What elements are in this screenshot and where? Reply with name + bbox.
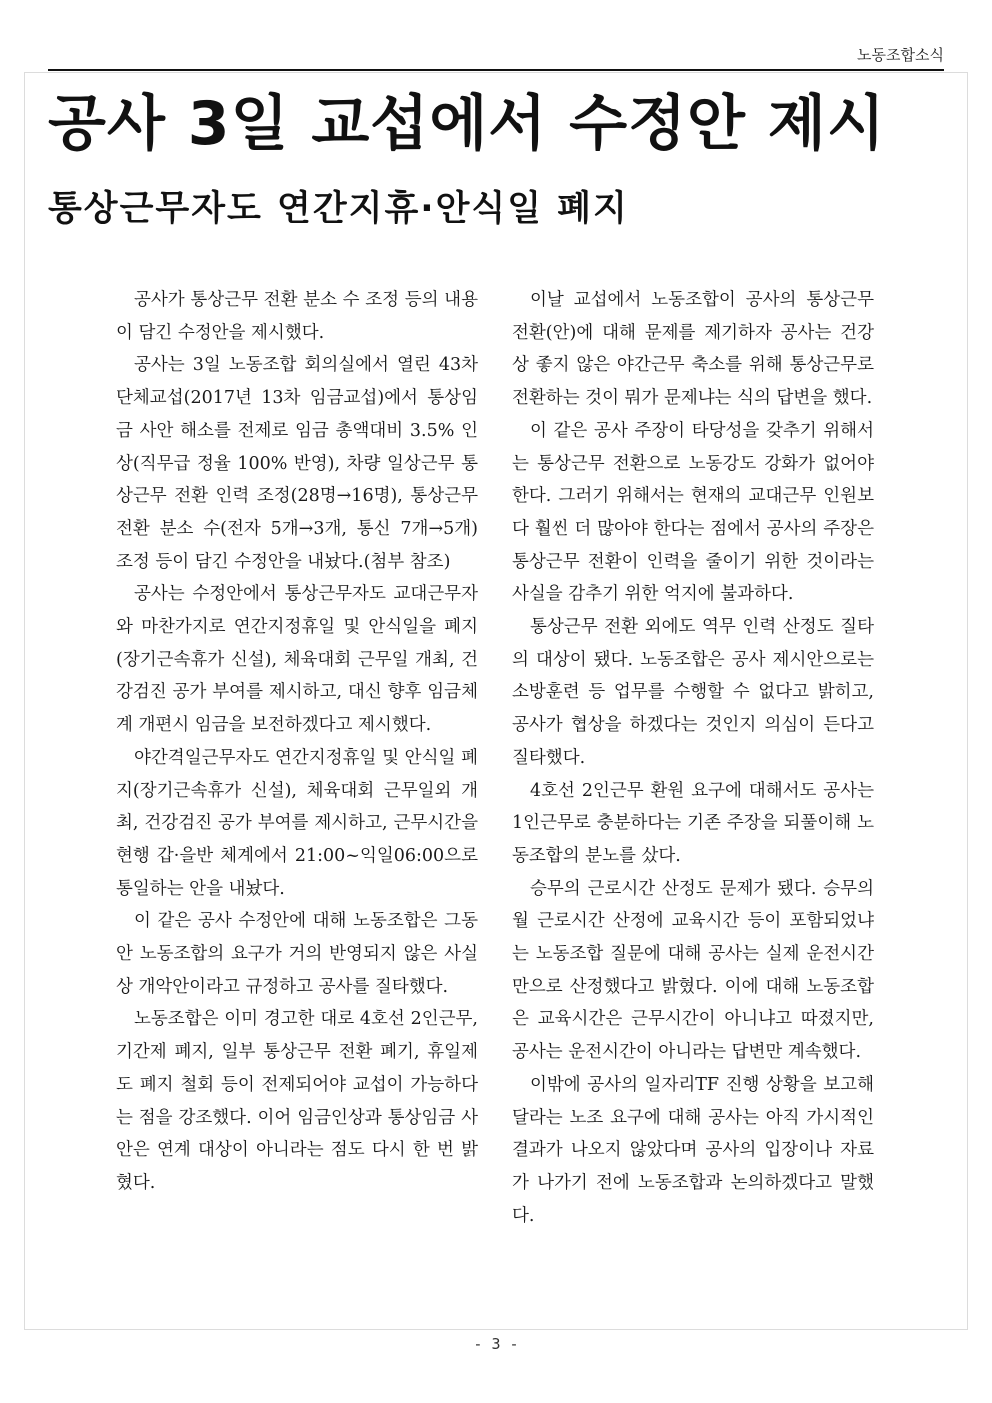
left-column <box>116 284 478 1200</box>
paragraph: 야간격일근무자도 연간지정휴일 및 안식일 폐지(장기근속휴가 신설), 체육대회 근무일외 개최, 건강검진 공가 부여를 제시하고, 근무시간을 현행 갑·을반 체계에서 21:00~익일06:00으로 통일하는 안을 내놨다. <box>116 747 478 899</box>
paragraph: 공사가 통상근무 전환 분소 수 조정 등의 내용이 담긴 수정안을 제시했다. <box>116 290 478 343</box>
paragraph: 이 같은 공사 주장이 타당성을 갖추기 위해서는 통상근무 전환으로 노동강도 강화가 없어야 한다. 그러기 위해서는 현재의 교대근무 인원보다 훨씬 더 많아야 한다는 점에서 공사의 주장은 통상근무 전환이 인력을 줄이기 위한 것이라는 사실을 감추기 위한 억지에 불과하다. <box>512 420 874 605</box>
paragraph: 통상근무 전환 외에도 역무 인력 산정도 질타의 대상이 됐다. 노동조합은 공사 제시안으로는 소방훈련 등 업무를 수행할 수 없다고 밝히고, 공사가 협상을 하겠다는 것인지 의심이 든다고 질타했다. <box>512 617 874 768</box>
paragraph: 이 같은 공사 수정안에 대해 노동조합은 그동안 노동조합의 요구가 거의 반영되지 않은 사실상 개악안이라고 규정하고 공사를 질타했다. <box>116 911 478 997</box>
section-label: 노동조합소식 <box>857 46 944 64</box>
article-headline: 공사 3일 교섭에서 수정안 제시 <box>48 89 886 159</box>
paragraph: 공사는 3일 노동조합 회의실에서 열린 43차 단체교섭(2017년 13차 임금교섭)에서 통상임금 사안 해소를 전제로 임금 총액대비 3.5% 인상(직무급 정율 100% 반영), 차량 일상근무 통상근무 전환 인력 조정(28명→16명), 통상근무 전환 분소 수(전자 5개→3개, 통신 7개→5개) 조정 등이 담긴 수정안을 내놨다.(첨부 참조) <box>116 355 478 572</box>
article-subheadline: 통상근무자도 연간지휴·안식일 폐지 <box>48 189 629 229</box>
right-column <box>512 284 874 1232</box>
paragraph: 승무의 근로시간 산정도 문제가 됐다. 승무의 월 근로시간 산정에 교육시간 등이 포함되었냐는 노동조합 질문에 대해 공사는 실제 운전시간만으로 산정했다고 밝혔다. 이에 대해 노동조합은 교육시간은 근무시간이 아니냐고 따졌지만, 공사는 운전시간이 아니라는 답변만 계속했다. <box>512 878 874 1063</box>
paragraph: 4호선 2인근무 환원 요구에 대해서도 공사는 1인근무로 충분하다는 기존 주장을 되풀이해 노동조합의 분노를 샀다. <box>512 780 874 866</box>
paragraph: 노동조합은 이미 경고한 대로 4호선 2인근무, 기간제 폐지, 일부 통상근무 전환 폐기, 휴일제도 폐지 철회 등이 전제되어야 교섭이 가능하다는 점을 강조했다. 이어 임금인상과 통상임금 사안은 연계 대상이 아니라는 점도 다시 한 번 밝혔다. <box>116 1009 478 1193</box>
paragraph: 이날 교섭에서 노동조합이 공사의 통상근무 전환(안)에 대해 문제를 제기하자 공사는 건강상 좋지 않은 야간근무 축소를 위해 통상근무로 전환하는 것이 뭐가 문제냐는 식의 답변을 했다. <box>512 290 874 409</box>
paragraph: 공사는 수정안에서 통상근무자도 교대근무자와 마찬가지로 연간지정휴일 및 안식일을 폐지(장기근속휴가 신설), 체육대회 근무일 개최, 건강검진 공가 부여를 제시하고, 대신 향후 임금체계 개편시 임금을 보전하겠다고 제시했다. <box>116 584 478 736</box>
header-divider <box>48 69 944 71</box>
paragraph: 이밖에 공사의 일자리TF 진행 상황을 보고해 달라는 노조 요구에 대해 공사는 아직 가시적인 결과가 나오지 않았다며 공사의 입장이나 자료가 나가기 전에 노동조합과 논의하겠다고 말했다. <box>512 1074 874 1226</box>
page-number: - 3 - <box>473 1335 519 1353</box>
